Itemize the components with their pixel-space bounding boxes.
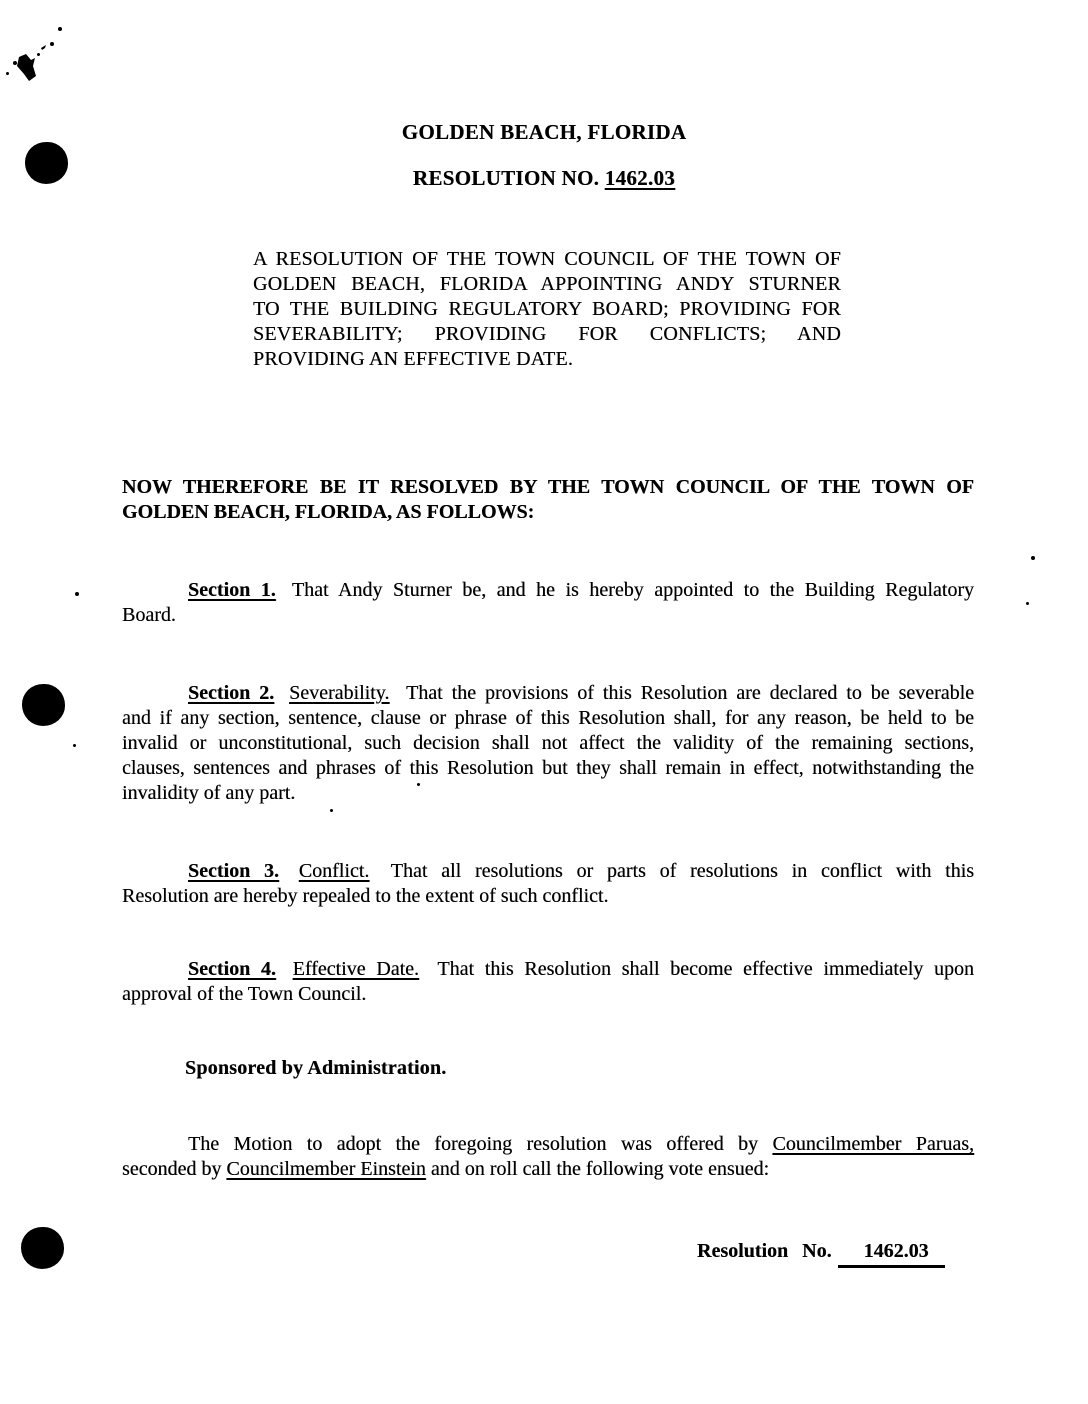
section-2-subheading: Severability. — [289, 682, 390, 704]
section-2-body-line: invalid or unconstitutional, such decision shall not affect the validity of the remaining sections, — [122, 732, 974, 754]
ink-smudge — [0, 0, 90, 100]
city-line-text: GOLDEN BEACH, FLORIDA — [401, 120, 687, 144]
footer-number-blank — [838, 1240, 945, 1268]
section-2-body-line: clauses, sentences and phrases of this Resolution but they shall remain in effect, notwithstanding the — [122, 757, 974, 779]
section-3-heading: Section 3. — [188, 860, 279, 882]
enactment-line: GOLDEN BEACH, FLORIDA, AS FOLLOWS: — [122, 501, 535, 523]
section-3-subheading: Conflict. — [298, 860, 370, 882]
section-1-heading: Section 1. — [188, 579, 276, 601]
enactment-clause — [122, 475, 974, 525]
motion-text: seconded by — [122, 1158, 222, 1180]
section-1-body-line: Board. — [122, 604, 176, 626]
scan-speck — [1031, 556, 1035, 560]
motion-line-1 — [122, 1132, 974, 1157]
title-line: TO THE BUILDING REGULATORY BOARD; PROVIDING FOR — [253, 298, 841, 320]
document-city-title — [0, 120, 1088, 145]
scan-speck — [58, 27, 62, 31]
scan-speck — [37, 53, 40, 56]
title-line: SEVERABILITY; PROVIDING FOR CONFLICTS; AND — [253, 323, 841, 345]
section-4-heading: Section 4. — [188, 958, 276, 980]
motion-text: and on roll call the following vote ensued: — [430, 1158, 770, 1180]
punch-hole-mark — [22, 684, 65, 726]
scan-speck — [6, 72, 9, 75]
sponsor-line: Sponsored by Administration. — [185, 1057, 447, 1079]
section-1-first-line — [122, 578, 974, 603]
resolution-number: 1462.03 — [604, 166, 676, 190]
section-3-first-line — [122, 859, 974, 884]
motion-paragraph — [122, 1132, 974, 1182]
section-3-paragraph — [122, 859, 974, 909]
footer-resolution-line — [697, 1240, 945, 1268]
title-paragraph — [253, 247, 841, 372]
scan-speck — [330, 809, 333, 812]
title-line: PROVIDING AN EFFECTIVE DATE. — [253, 348, 574, 370]
section-3-body-line: Resolution are hereby repealed to the extent of such conflict. — [122, 885, 609, 907]
punch-hole-mark — [21, 1227, 64, 1269]
section-4-subheading: Effective Date. — [292, 958, 420, 980]
section-4-body-start: That this Resolution shall become effective immediately upon — [437, 958, 974, 980]
motion-text: The Motion to adopt the foregoing resolution was offered by — [188, 1133, 759, 1155]
section-2-heading: Section 2. — [188, 682, 275, 704]
section-3-body-start: That all resolutions or parts of resolutions in conflict with this — [390, 860, 975, 882]
motion-line-2 — [122, 1157, 974, 1182]
scan-speck — [50, 42, 54, 46]
section-2-first-line — [122, 681, 974, 706]
section-2-body-line: and if any section, sentence, clause or phrase of this Resolution shall, for any reason, be held to be — [122, 707, 974, 729]
section-1-paragraph — [122, 578, 974, 628]
title-line: A RESOLUTION OF THE TOWN COUNCIL OF THE TOWN OF — [253, 248, 841, 270]
title-line: GOLDEN BEACH, FLORIDA APPOINTING ANDY STURNER — [253, 273, 841, 295]
scan-speck — [75, 592, 79, 596]
mover-name: Councilmember Paruas, — [772, 1133, 975, 1155]
footer-resolution-label: Resolution No. — [697, 1240, 832, 1262]
scan-speck — [13, 61, 17, 65]
footer-resolution-number: 1462.03 — [863, 1240, 929, 1262]
scan-speck — [1026, 602, 1029, 605]
section-1-body-start: That Andy Sturner be, and he is hereby appointed to the Building Regulatory — [291, 579, 974, 601]
scan-speck — [73, 744, 76, 747]
section-2-paragraph — [122, 681, 974, 806]
section-4-body-line: approval of the Town Council. — [122, 983, 367, 1005]
enactment-line: NOW THEREFORE BE IT RESOLVED BY THE TOWN COUNCIL OF THE TOWN OF — [122, 476, 974, 498]
seconder-name: Councilmember Einstein — [226, 1158, 426, 1180]
section-4-first-line — [122, 957, 974, 982]
section-2-body-line: invalidity of any part. — [122, 782, 296, 804]
section-2-body-start: That the provisions of this Resolution are declared to be severable — [406, 682, 975, 704]
resolution-number-heading — [0, 166, 1088, 191]
section-4-paragraph — [122, 957, 974, 1007]
resolution-label: RESOLUTION NO. — [412, 166, 600, 190]
